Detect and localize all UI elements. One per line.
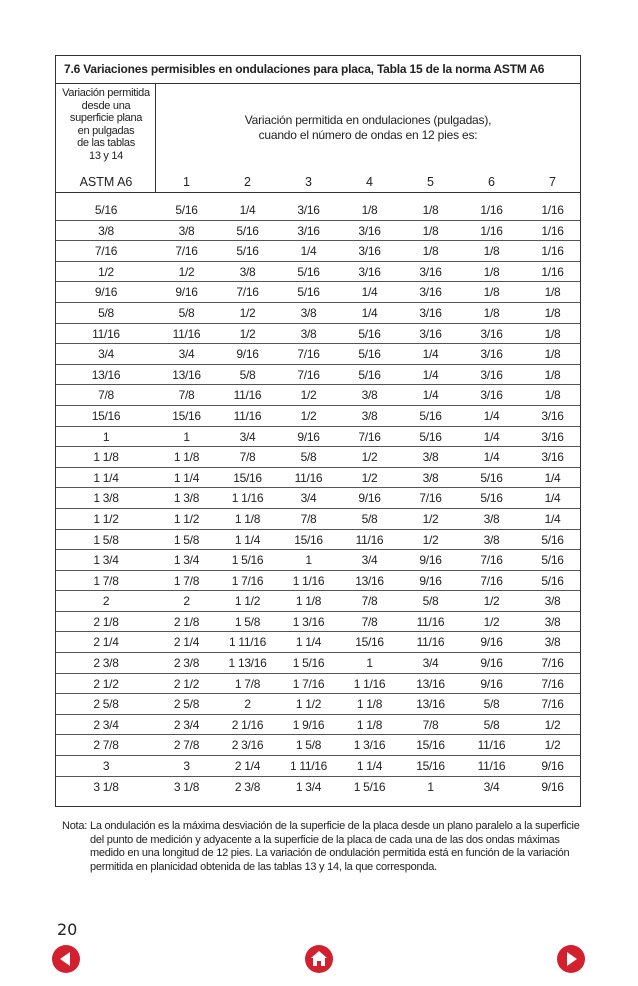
cell-wave-value: 1 11/16 (228, 635, 267, 650)
cell-astm-value: 3/8 (98, 223, 114, 238)
cell-wave-value: 3/4 (178, 347, 195, 362)
footnote (62, 820, 582, 874)
cell-wave-value: 3/16 (419, 285, 442, 300)
cell-wave-value: 3/16 (541, 429, 564, 444)
cell-wave-value: 1 3/8 (173, 491, 200, 506)
footnote-prefix: Nota: (62, 820, 88, 832)
cell-astm-value: 5/16 (94, 203, 118, 217)
table-row (56, 200, 580, 221)
cell-wave-value: 1/16 (541, 264, 564, 279)
cell-wave-value: 9/16 (541, 779, 564, 794)
cell-wave-value: 11/16 (477, 738, 506, 753)
table-row (56, 262, 580, 283)
cell-wave-value: 15/16 (355, 635, 384, 650)
cell-wave-value: 3/4 (422, 656, 439, 671)
cell-wave-value: 5/16 (419, 429, 442, 444)
cell-wave-value: 2 1/16 (231, 717, 264, 732)
cell-wave-value: 9/16 (541, 759, 564, 774)
cell-astm-value: 5/8 (98, 305, 114, 320)
cell-wave-value: 1 1/8 (356, 717, 383, 732)
cell-wave-value: 5/8 (239, 367, 256, 382)
cell-wave-value: 3/16 (297, 223, 320, 238)
cell-astm-value: 2 5/8 (93, 697, 119, 712)
cell-wave-value: 3/8 (544, 594, 561, 609)
cell-astm-value: 1 3/8 (93, 491, 119, 506)
cell-wave-value: 1/4 (544, 491, 561, 506)
cell-wave-value: 1 7/8 (234, 676, 261, 691)
cell-wave-value: 5/16 (297, 285, 320, 300)
cell-wave-value: 5/16 (480, 470, 503, 485)
cell-wave-value: 5/8 (422, 594, 439, 609)
cell-wave-value: 1 1/4 (295, 635, 322, 650)
cell-wave-value: 1/8 (544, 326, 561, 341)
header-left-line: superficie plana (69, 112, 143, 124)
cell-astm-value: 2 7/8 (93, 738, 119, 753)
cell-wave-value: 9/16 (480, 656, 503, 671)
table-row (56, 694, 580, 715)
cell-wave-value: 1/8 (483, 244, 500, 259)
cell-wave-value: 3/4 (361, 553, 378, 568)
cell-wave-value: 3/8 (361, 388, 378, 403)
cell-wave-value: 3/4 (239, 429, 256, 444)
cell-wave-value: 7/16 (358, 429, 381, 444)
cell-wave-value: 3/16 (541, 450, 564, 465)
cell-wave-value: 9/16 (419, 553, 442, 568)
cell-wave-value: 1/16 (480, 223, 503, 238)
cell-wave-value: 1 7/16 (292, 676, 325, 691)
table-row (56, 715, 580, 736)
cell-astm-value: 2 (102, 594, 110, 609)
cell-wave-value: 3/8 (544, 635, 561, 650)
cell-wave-value: 11/16 (233, 408, 262, 423)
cell-wave-value: 2 1/4 (234, 759, 261, 774)
cell-wave-value: 11/16 (233, 388, 262, 403)
header-left-line: Variación permitida (62, 87, 150, 99)
cell-astm-value: 3 (102, 759, 110, 774)
cell-wave-value: 2 3/8 (234, 779, 261, 794)
cell-astm-value: 7/16 (94, 244, 118, 259)
cell-astm-value: 11/16 (92, 326, 120, 341)
cell-wave-value: 5/16 (541, 532, 564, 547)
cell-wave-value: 1/16 (541, 244, 564, 259)
cell-wave-value: 5/16 (358, 367, 381, 382)
cell-wave-value: 1 3/4 (173, 553, 200, 568)
cell-wave-value: 1/4 (361, 285, 378, 300)
cell-wave-value: 5/16 (297, 264, 320, 279)
table-title: 7.6 Variaciones permisibles en ondulaciones para placa, Tabla 15 de la norma ASTM A6 (56, 56, 580, 84)
table-row (56, 406, 580, 427)
cell-wave-value: 1/2 (483, 594, 500, 609)
cell-astm-value: 1 1/2 (93, 511, 119, 526)
cell-astm-value: 7/8 (98, 388, 114, 403)
cell-wave-value: 1/8 (361, 203, 378, 217)
cell-wave-value: 2 3/16 (231, 738, 264, 753)
cell-wave-value: 1 1/16 (292, 573, 325, 588)
cell-wave-value: 3/16 (297, 203, 320, 217)
cell-astm-value: 15/16 (91, 408, 121, 423)
cell-wave-value: 5/16 (541, 553, 564, 568)
cell-wave-value: 7/16 (480, 573, 503, 588)
cell-wave-value: 1/2 (483, 614, 500, 629)
header-left-line: 13 y 14 (89, 149, 123, 162)
table-row (56, 530, 580, 551)
cell-wave-value: 1/4 (422, 347, 439, 362)
table-header (56, 84, 580, 193)
footnote-text: La ondulación es la máxima desviación de la superficie de la placa desde un plano paralelo a la superficie del punto de medición y adyacente a la superficie de la placa de cada una de las dos ondas máximas medido en una longitud de 12 pies. La variación de ondulación permitida está en función de la variación permitida en planicidad obtenida de las tablas 13 y 14, la que corresponda. (90, 820, 580, 873)
cell-wave-value: 1 (305, 553, 312, 568)
cell-wave-value: 1 1/2 (295, 697, 322, 712)
table-row (56, 221, 580, 242)
cell-astm-value: 2 1/8 (93, 614, 119, 629)
column-header-astm: ASTM A6 (79, 175, 133, 189)
cell-wave-value: 5/8 (300, 450, 317, 465)
cell-wave-value: 1/2 (544, 738, 561, 753)
cell-wave-value: 7/16 (175, 244, 198, 259)
cell-wave-value: 1/8 (544, 285, 561, 300)
header-left-line: en pulgadas (77, 124, 135, 137)
column-header-wave: 7 (549, 175, 556, 189)
cell-wave-value: 1 (366, 656, 373, 671)
cell-wave-value: 7/16 (297, 347, 320, 362)
cell-wave-value: 1/2 (178, 264, 195, 279)
variation-table (55, 55, 581, 807)
cell-wave-value: 3 (183, 759, 190, 774)
cell-wave-value: 11/16 (355, 532, 384, 547)
arrow-left-icon (52, 945, 80, 973)
cell-astm-value: 2 1/4 (93, 635, 119, 650)
table-row (56, 303, 580, 324)
cell-wave-value: 5/16 (236, 244, 259, 259)
cell-wave-value: 7/8 (300, 511, 317, 526)
cell-astm-value: 2 3/4 (93, 717, 119, 732)
cell-wave-value: 1 5/16 (231, 553, 264, 568)
cell-wave-value: 5/16 (175, 203, 198, 217)
cell-astm-value: 1 1/8 (93, 450, 119, 465)
cell-wave-value: 9/16 (358, 491, 381, 506)
home-button[interactable] (305, 945, 333, 973)
header-left-line: de las tablas (77, 137, 135, 149)
table-row (56, 653, 580, 674)
cell-wave-value: 15/16 (172, 408, 201, 423)
cell-wave-value: 3/8 (178, 223, 195, 238)
cell-wave-value: 1/4 (544, 470, 561, 485)
cell-wave-value: 5/16 (236, 223, 259, 238)
cell-wave-value: 1/16 (480, 203, 503, 217)
cell-wave-value: 1 5/8 (173, 532, 200, 547)
cell-wave-value: 3/16 (419, 305, 442, 320)
cell-wave-value: 11/16 (477, 759, 506, 774)
table-row (56, 344, 580, 365)
cell-wave-value: 1/4 (300, 244, 317, 259)
cell-wave-value: 1 1/4 (173, 470, 200, 485)
cell-astm-value: 3/4 (98, 347, 114, 362)
cell-wave-value: 3/4 (300, 491, 317, 506)
table-row (56, 756, 580, 777)
cell-wave-value: 1/2 (422, 532, 439, 547)
cell-wave-value: 1/2 (239, 305, 256, 320)
cell-wave-value: 13/16 (416, 697, 445, 712)
cell-wave-value: 2 1/8 (173, 614, 200, 629)
cell-wave-value: 7/16 (297, 367, 320, 382)
cell-wave-value: 1 1/16 (353, 676, 386, 691)
cell-wave-value: 13/16 (172, 367, 201, 382)
cell-wave-value: 3/4 (483, 779, 500, 794)
cell-wave-value: 7/8 (361, 594, 378, 609)
table-row (56, 632, 580, 653)
cell-astm-value: 1 (102, 429, 110, 444)
table-row (56, 447, 580, 468)
cell-wave-value: 1/16 (541, 223, 564, 238)
cell-wave-value: 3/8 (300, 305, 317, 320)
cell-wave-value: 1/16 (541, 203, 564, 217)
cell-wave-value: 2 7/8 (173, 738, 200, 753)
cell-wave-value: 1 1/4 (356, 759, 383, 774)
cell-wave-value: 1 1/4 (234, 532, 261, 547)
cell-wave-value: 3/16 (480, 367, 503, 382)
cell-wave-value: 2 3/8 (173, 656, 200, 671)
cell-wave-value: 1 9/16 (292, 717, 325, 732)
cell-wave-value: 1/2 (544, 717, 561, 732)
cell-wave-value: 1 3/16 (353, 738, 386, 753)
cell-astm-value: 1 1/4 (93, 470, 119, 485)
cell-wave-value: 5/16 (358, 347, 381, 362)
cell-wave-value: 5/16 (480, 491, 503, 506)
cell-wave-value: 1/8 (544, 305, 561, 320)
header-left-line: desde una (81, 99, 131, 112)
cell-wave-value: 3/16 (541, 408, 564, 423)
cell-wave-value: 1/8 (483, 285, 500, 300)
cell-wave-value: 2 3/4 (173, 717, 200, 732)
cell-wave-value: 1 1/16 (231, 491, 264, 506)
cell-wave-value: 15/16 (416, 759, 445, 774)
column-header-wave: 1 (183, 175, 190, 189)
cell-wave-value: 1 5/8 (234, 614, 261, 629)
table-row (56, 777, 580, 798)
cell-wave-value: 1/4 (239, 203, 256, 217)
cell-wave-value: 1 5/16 (292, 656, 325, 671)
cell-wave-value: 3/16 (480, 388, 503, 403)
cell-astm-value: 2 1/2 (93, 676, 119, 691)
table-row (56, 365, 580, 386)
cell-wave-value: 1 (427, 779, 434, 794)
cell-wave-value: 9/16 (480, 676, 503, 691)
cell-wave-value: 1/2 (300, 408, 317, 423)
cell-wave-value: 1/8 (544, 347, 561, 362)
cell-wave-value: 1 1/8 (295, 594, 322, 609)
cell-wave-value: 9/16 (236, 347, 259, 362)
header-caption-line: Variación permitida en ondulaciones (pulgadas), (244, 113, 492, 127)
column-numbers (56, 172, 580, 192)
cell-wave-value: 1 5/8 (295, 738, 322, 753)
cell-wave-value: 7/8 (361, 614, 378, 629)
cell-wave-value: 3/16 (358, 264, 381, 279)
cell-wave-value: 1 1/8 (356, 697, 383, 712)
cell-wave-value: 1/4 (483, 450, 500, 465)
table-row (56, 571, 580, 592)
cell-wave-value: 3/8 (300, 326, 317, 341)
cell-wave-value: 3/8 (422, 450, 439, 465)
cell-wave-value: 5/16 (358, 326, 381, 341)
table-row (56, 282, 580, 303)
cell-wave-value: 2 1/2 (173, 676, 200, 691)
cell-wave-value: 3/16 (419, 326, 442, 341)
cell-wave-value: 7/8 (239, 450, 256, 465)
table-row (56, 735, 580, 756)
cell-wave-value: 1/2 (422, 511, 439, 526)
cell-wave-value: 13/16 (416, 676, 445, 691)
cell-wave-value: 3/16 (358, 223, 381, 238)
cell-wave-value: 5/16 (419, 408, 442, 423)
cell-wave-value: 5/16 (541, 573, 564, 588)
cell-wave-value: 1 1/2 (234, 594, 261, 609)
cell-wave-value: 1/8 (422, 223, 439, 238)
cell-wave-value: 15/16 (233, 470, 262, 485)
cell-wave-value: 3/16 (480, 347, 503, 362)
cell-wave-value: 1/8 (422, 203, 439, 217)
cell-wave-value: 15/16 (294, 532, 323, 547)
column-header-wave: 2 (244, 175, 251, 189)
cell-wave-value: 1 3/4 (295, 779, 322, 794)
table-row (56, 550, 580, 571)
header-caption (156, 113, 580, 143)
table-row (56, 385, 580, 406)
column-header-wave: 3 (305, 175, 312, 189)
table-row (56, 468, 580, 489)
cell-wave-value: 7/8 (422, 717, 439, 732)
cell-astm-value: 2 3/8 (93, 656, 119, 671)
cell-wave-value: 15/16 (416, 738, 445, 753)
cell-wave-value: 7/16 (541, 676, 564, 691)
cell-wave-value: 13/16 (355, 573, 384, 588)
table-body (56, 193, 580, 797)
cell-wave-value: 2 1/4 (173, 635, 200, 650)
table-row (56, 427, 580, 448)
table-row (56, 591, 580, 612)
cell-astm-value: 1 3/4 (93, 553, 119, 568)
cell-wave-value: 5/8 (483, 697, 500, 712)
table-row (56, 324, 580, 345)
cell-wave-value: 2 (244, 697, 251, 712)
cell-wave-value: 1 7/16 (231, 573, 264, 588)
cell-wave-value: 3/16 (419, 264, 442, 279)
cell-wave-value: 1/4 (483, 408, 500, 423)
cell-wave-value: 1/4 (544, 511, 561, 526)
cell-wave-value: 9/16 (175, 285, 198, 300)
cell-wave-value: 7/16 (236, 285, 259, 300)
cell-wave-value: 5/8 (483, 717, 500, 732)
cell-wave-value: 3/8 (483, 532, 500, 547)
cell-astm-value: 3 1/8 (93, 779, 119, 794)
cell-wave-value: 3/8 (422, 470, 439, 485)
cell-wave-value: 11/16 (294, 470, 323, 485)
cell-wave-value: 5/8 (361, 511, 378, 526)
cell-wave-value: 1 13/16 (228, 656, 267, 671)
cell-wave-value: 7/8 (178, 388, 195, 403)
cell-wave-value: 3/8 (361, 408, 378, 423)
cell-astm-value: 1 5/8 (93, 532, 119, 547)
cell-wave-value: 11/16 (416, 635, 445, 650)
cell-astm-value: 13/16 (91, 367, 121, 382)
cell-wave-value: 1/8 (544, 367, 561, 382)
cell-wave-value: 3/8 (239, 264, 256, 279)
cell-wave-value: 1/2 (361, 450, 378, 465)
table-row (56, 241, 580, 262)
cell-wave-value: 7/16 (480, 553, 503, 568)
cell-astm-value: 1/2 (98, 264, 114, 279)
cell-wave-value: 9/16 (297, 429, 320, 444)
cell-wave-value: 1 7/8 (173, 573, 200, 588)
cell-wave-value: 1/4 (422, 367, 439, 382)
cell-wave-value: 1/4 (361, 305, 378, 320)
cell-wave-value: 9/16 (419, 573, 442, 588)
column-header-wave: 4 (366, 175, 373, 189)
cell-wave-value: 11/16 (172, 326, 201, 341)
cell-wave-value: 1/2 (239, 326, 256, 341)
table-row (56, 488, 580, 509)
cell-wave-value: 1/4 (483, 429, 500, 444)
cell-wave-value: 3/16 (358, 244, 381, 259)
cell-wave-value: 3/8 (544, 614, 561, 629)
cell-wave-value: 1 3/16 (292, 614, 325, 629)
column-header-wave: 5 (427, 175, 434, 189)
cell-wave-value: 2 (183, 594, 190, 609)
cell-wave-value: 1 1/8 (173, 450, 200, 465)
cell-wave-value: 7/16 (541, 656, 564, 671)
cell-wave-value: 1/2 (300, 388, 317, 403)
cell-wave-value: 1 1/2 (173, 511, 200, 526)
next-page-button[interactable] (557, 945, 585, 973)
cell-wave-value: 1 11/16 (289, 759, 328, 774)
cell-wave-value: 1/8 (544, 388, 561, 403)
cell-wave-value: 9/16 (480, 635, 503, 650)
cell-wave-value: 1/2 (361, 470, 378, 485)
table-row (56, 674, 580, 695)
cell-wave-value: 5/8 (178, 305, 195, 320)
cell-wave-value: 7/16 (419, 491, 442, 506)
table-row (56, 509, 580, 530)
cell-wave-value: 1/8 (422, 244, 439, 259)
home-icon (305, 945, 333, 973)
cell-wave-value: 11/16 (416, 614, 445, 629)
cell-wave-value: 1 1/8 (234, 511, 261, 526)
cell-wave-value: 3 1/8 (173, 779, 200, 794)
arrow-right-icon (557, 945, 585, 973)
page-number: 20 (57, 920, 78, 939)
cell-wave-value: 7/16 (541, 697, 564, 712)
cell-wave-value: 1 (183, 429, 190, 444)
cell-wave-value: 1/4 (422, 388, 439, 403)
cell-astm-value: 1 7/8 (93, 573, 119, 588)
cell-wave-value: 3/8 (483, 511, 500, 526)
cell-wave-value: 2 5/8 (173, 697, 200, 712)
table-row (56, 612, 580, 633)
prev-page-button[interactable] (52, 945, 80, 973)
header-caption-line: cuando el número de ondas en 12 pies es: (258, 128, 478, 142)
header-left-text (56, 87, 156, 162)
column-header-wave: 6 (488, 175, 495, 189)
cell-wave-value: 3/16 (480, 326, 503, 341)
cell-wave-value: 1/8 (483, 305, 500, 320)
cell-astm-value: 9/16 (94, 285, 118, 300)
cell-wave-value: 1 5/16 (353, 779, 386, 794)
cell-wave-value: 1/8 (483, 264, 500, 279)
